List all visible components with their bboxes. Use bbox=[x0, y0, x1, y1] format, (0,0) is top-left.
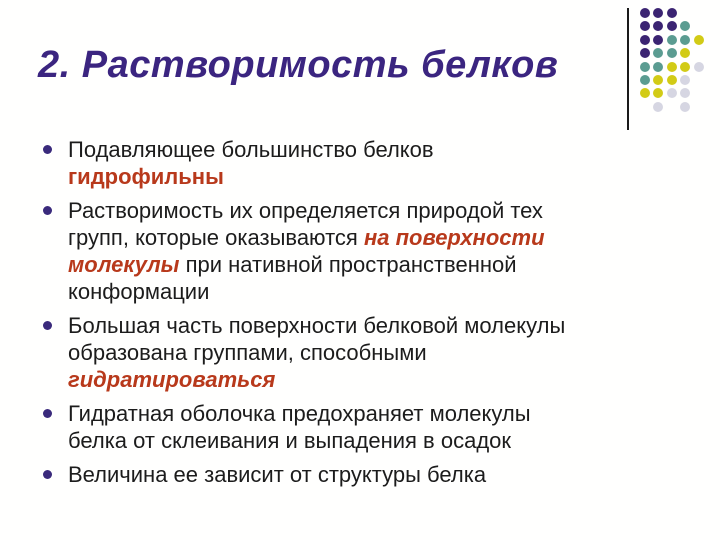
text-segment: Гидратная оболочка предохраняет молекулы bbox=[68, 401, 531, 426]
bullet-icon bbox=[43, 206, 52, 215]
bullet-text bbox=[68, 312, 668, 393]
text-segment: Величина ее зависит от структуры белка bbox=[68, 462, 487, 487]
highlight-red-italic: на поверхности bbox=[363, 225, 545, 250]
text-line bbox=[68, 251, 668, 278]
bullet-text bbox=[68, 400, 668, 454]
text-segment: белка от склеивания и выпадения в осадок bbox=[68, 428, 512, 453]
text-segment: Большая часть поверхности белковой молекулы bbox=[68, 313, 566, 338]
decor-dot bbox=[640, 48, 650, 58]
slide-title: 2. Растворимость белков bbox=[38, 44, 559, 86]
text-segment: Растворимость их определяется природой тех bbox=[68, 198, 543, 223]
decor-dot bbox=[667, 21, 677, 31]
decor-dot bbox=[667, 48, 677, 58]
highlight-red-italic: гидратироваться bbox=[68, 367, 276, 392]
decor-dot bbox=[680, 48, 690, 58]
text-line bbox=[68, 278, 668, 305]
bullet-icon bbox=[43, 470, 52, 479]
text-segment: конформации bbox=[68, 279, 210, 304]
highlight-red-italic: молекулы bbox=[68, 252, 180, 277]
decor-dot bbox=[640, 75, 650, 85]
bullet-marker bbox=[43, 197, 68, 305]
decor-dot bbox=[640, 35, 650, 45]
list-item bbox=[43, 400, 668, 454]
text-segment: образована группами, способными bbox=[68, 340, 427, 365]
decor-dot bbox=[653, 8, 663, 18]
text-segment: групп, которые оказываются bbox=[68, 225, 364, 250]
text-line bbox=[68, 461, 668, 488]
decor-dot bbox=[667, 75, 677, 85]
decor-dot bbox=[667, 62, 677, 72]
text-line bbox=[68, 366, 668, 393]
decor-dot bbox=[680, 62, 690, 72]
decor-dot bbox=[680, 88, 690, 98]
decor-dot bbox=[680, 21, 690, 31]
decor-dot bbox=[653, 75, 663, 85]
divider-line bbox=[627, 8, 629, 130]
list-item bbox=[43, 461, 668, 488]
bullet-marker bbox=[43, 136, 68, 190]
text-segment: Подавляющее большинство белков bbox=[68, 137, 434, 162]
bullet-icon bbox=[43, 409, 52, 418]
bullet-list bbox=[43, 136, 668, 495]
decor-dot bbox=[640, 88, 650, 98]
bullet-icon bbox=[43, 321, 52, 330]
decor-dot bbox=[653, 21, 663, 31]
decor-dot bbox=[653, 102, 663, 112]
bullet-text bbox=[68, 197, 668, 305]
decor-dot bbox=[653, 48, 663, 58]
text-line bbox=[68, 197, 668, 224]
highlight-red: гидрофильны bbox=[68, 164, 224, 189]
decor-dot bbox=[640, 21, 650, 31]
bullet-marker bbox=[43, 461, 68, 488]
decor-dot bbox=[653, 35, 663, 45]
bullet-text bbox=[68, 136, 668, 190]
bullet-marker bbox=[43, 312, 68, 393]
decor-dot bbox=[680, 75, 690, 85]
text-line bbox=[68, 136, 668, 163]
decor-dot bbox=[694, 35, 704, 45]
bullet-icon bbox=[43, 145, 52, 154]
decor-dot bbox=[694, 62, 704, 72]
list-item bbox=[43, 312, 668, 393]
list-item bbox=[43, 197, 668, 305]
decor-dot bbox=[667, 35, 677, 45]
bullet-text bbox=[68, 461, 668, 488]
decor-dot bbox=[680, 35, 690, 45]
decor-dot bbox=[640, 8, 650, 18]
decor-dot bbox=[653, 62, 663, 72]
text-line bbox=[68, 339, 668, 366]
decor-dot bbox=[653, 88, 663, 98]
decor-dot bbox=[680, 102, 690, 112]
text-segment: при нативной пространственной bbox=[179, 252, 517, 277]
list-item bbox=[43, 136, 668, 190]
text-line bbox=[68, 224, 668, 251]
text-line bbox=[68, 427, 668, 454]
decor-dot bbox=[667, 88, 677, 98]
decor-dot bbox=[667, 8, 677, 18]
bullet-marker bbox=[43, 400, 68, 454]
text-line bbox=[68, 163, 668, 190]
decor-dot bbox=[640, 62, 650, 72]
dot-grid bbox=[640, 8, 707, 115]
text-line bbox=[68, 312, 668, 339]
text-line bbox=[68, 400, 668, 427]
